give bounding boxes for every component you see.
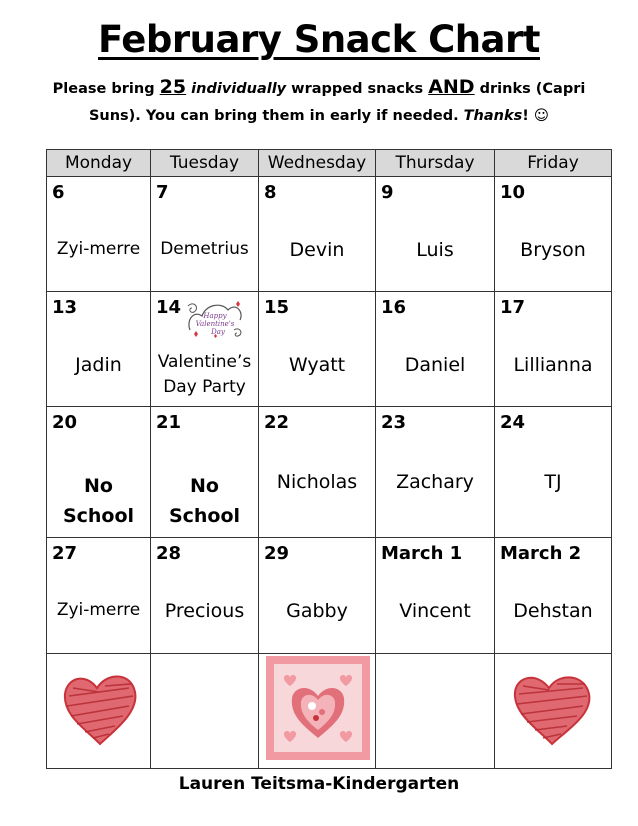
- day-cell: [151, 407, 259, 538]
- week-row: [47, 177, 612, 292]
- day-cell: [151, 292, 259, 407]
- week-row: [47, 538, 612, 654]
- day-cell: [495, 177, 612, 292]
- no-school-label: [47, 471, 150, 531]
- student-name: Dehstan: [513, 600, 593, 622]
- header-friday: Friday: [495, 150, 612, 177]
- date-label: 28: [156, 543, 182, 564]
- student-name: Jadin: [75, 354, 122, 376]
- snack-calendar: [46, 149, 612, 769]
- framed-heart-icon: [266, 656, 370, 764]
- no-school-line-2: School: [62, 505, 135, 527]
- date-label: 24: [500, 412, 526, 433]
- decoration-cell: [151, 654, 259, 769]
- week-row: [47, 407, 612, 538]
- day-cell: [495, 538, 612, 654]
- date-label: 21: [156, 412, 182, 433]
- date-label: 16: [381, 297, 407, 318]
- day-cell: [259, 177, 376, 292]
- date-label: 14: [156, 297, 182, 318]
- instructions: [40, 74, 598, 130]
- decoration-cell: [376, 654, 495, 769]
- student-name: Luis: [416, 239, 454, 261]
- event-line-2: Day Party: [163, 377, 246, 397]
- decoration-row: [47, 654, 612, 769]
- day-cell: [151, 538, 259, 654]
- happy-valentines-day-icon: [184, 296, 246, 344]
- day-cell: [259, 407, 376, 538]
- header-monday: Monday: [47, 150, 151, 177]
- date-label: 23: [381, 412, 407, 433]
- scribble-heart-icon: [509, 666, 595, 752]
- scribble-heart-icon: [59, 666, 141, 754]
- student-name: TJ: [544, 471, 562, 493]
- no-school-line-1: No: [84, 475, 113, 497]
- date-label: March 2: [500, 543, 582, 564]
- date-label: 22: [264, 412, 290, 433]
- day-cell: [259, 538, 376, 654]
- no-school-line-1: No: [190, 475, 219, 497]
- student-name: Wyatt: [288, 354, 346, 376]
- day-cell: [47, 407, 151, 538]
- student-name: Demetrius: [160, 239, 249, 259]
- date-label: 10: [500, 182, 526, 203]
- day-cell: [376, 407, 495, 538]
- day-cell: [495, 292, 612, 407]
- day-cell: [259, 292, 376, 407]
- student-name: Bryson: [520, 239, 586, 261]
- date-label: 15: [264, 297, 290, 318]
- day-cell: [376, 538, 495, 654]
- no-school-line-2: School: [168, 505, 241, 527]
- date-label: 13: [52, 297, 78, 318]
- day-cell: [151, 177, 259, 292]
- header-thursday: Thursday: [376, 150, 495, 177]
- intro-text-2: wrapped snacks: [286, 81, 429, 97]
- student-name: Devin: [289, 239, 345, 261]
- date-label: March 1: [381, 543, 463, 564]
- header-wednesday: Wednesday: [259, 150, 376, 177]
- date-label: 20: [52, 412, 78, 433]
- date-label: 7: [156, 182, 169, 203]
- day-cell: [47, 292, 151, 407]
- student-name: Nicholas: [276, 471, 358, 493]
- day-cell: [376, 177, 495, 292]
- student-name: Zyi-merre: [56, 600, 141, 620]
- svg-text:Day: Day: [211, 328, 225, 336]
- header-tuesday: Tuesday: [151, 150, 259, 177]
- intro-text-1: Please bring: [52, 81, 160, 97]
- day-cell: [376, 292, 495, 407]
- student-name: Daniel: [404, 354, 466, 376]
- no-school-label: [151, 471, 258, 531]
- event-line-1: Valentine’s: [157, 352, 252, 372]
- date-label: 17: [500, 297, 526, 318]
- student-name: Precious: [164, 600, 245, 622]
- decoration-cell: [47, 654, 151, 769]
- date-label: 27: [52, 543, 78, 564]
- student-name: Zachary: [396, 471, 474, 493]
- date-label: 6: [52, 182, 65, 203]
- svg-text:Happy: Happy: [203, 312, 227, 320]
- svg-text:Valentine's: Valentine's: [195, 320, 235, 328]
- student-name: Lillianna: [513, 354, 593, 376]
- week-row: [47, 292, 612, 407]
- day-cell: [495, 407, 612, 538]
- intro-text-3: drinks (Capri Suns). You can bring them in early if needed.: [88, 81, 586, 124]
- intro-and: AND: [428, 76, 475, 98]
- date-label: 9: [381, 182, 394, 203]
- date-label: 8: [264, 182, 277, 203]
- teacher-footer: Lauren Teitsma-Kindergarten: [178, 774, 460, 794]
- student-name: Gabby: [286, 600, 348, 622]
- intro-thanks: Thanks: [463, 108, 523, 124]
- intro-individually: individually: [191, 81, 287, 97]
- event-label: [151, 350, 258, 400]
- weekday-header-row: [47, 150, 612, 177]
- decoration-cell: [259, 654, 376, 769]
- snack-count: 25: [159, 76, 187, 98]
- student-name: Zyi-merre: [56, 239, 141, 259]
- decoration-cell: [495, 654, 612, 769]
- date-label: 29: [264, 543, 290, 564]
- intro-smiley: ! ☺: [522, 108, 550, 124]
- student-name: Vincent: [399, 600, 471, 622]
- day-cell: [47, 177, 151, 292]
- page-title: February Snack Chart: [98, 18, 540, 61]
- day-cell: [47, 538, 151, 654]
